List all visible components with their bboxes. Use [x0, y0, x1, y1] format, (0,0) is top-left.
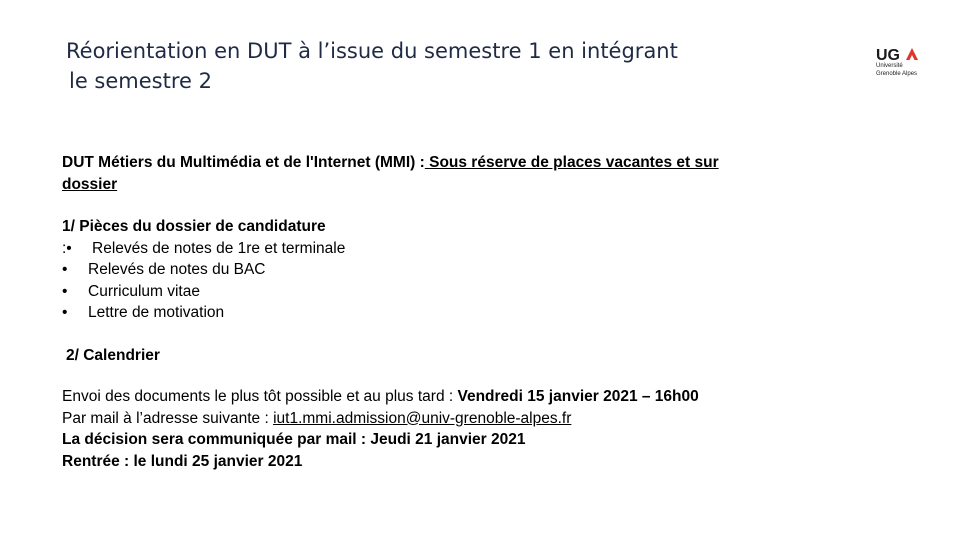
svg-text:UG: UG [876, 47, 900, 62]
logo-subtitle-1: Université [876, 63, 903, 69]
slide-title-line1: Réorientation en DUT à l’issue du semestre 1 en intégrant [66, 39, 678, 63]
program-condition-cont: dossier [62, 175, 118, 193]
section2-title: 2/ Calendrier [66, 346, 160, 364]
mail-prefix: Par mail à l’adresse suivante : [62, 409, 274, 427]
list-item [62, 281, 922, 303]
decision-line: La décision sera communiquée par mail : Jeudi 21 janvier 2021 [62, 431, 526, 448]
uga-logo [876, 46, 924, 77]
bullet-marker: • [62, 304, 68, 321]
list-item [62, 302, 922, 324]
list-item-text: Curriculum vitae [88, 282, 200, 300]
program-heading [62, 152, 922, 195]
send-prefix: Envoi des documents le plus tôt possible et au plus tard : [62, 388, 458, 405]
slide-body [62, 152, 922, 472]
bullet-marker: • [62, 261, 68, 278]
slide-title [66, 36, 678, 96]
list-item-text: Lettre de motivation [88, 304, 225, 321]
send-deadline: Vendredi 15 janvier 2021 – 16h00 [457, 388, 699, 405]
uga-logo-mark [876, 46, 920, 62]
section1-title: 1/ Pièces du dossier de candidature [62, 218, 326, 235]
rentree-line: Rentrée : le lundi 25 janvier 2021 [62, 452, 303, 470]
mail-line [62, 408, 922, 430]
bullet-marker: :• [62, 239, 72, 257]
send-deadline-line [62, 386, 922, 408]
bullet-marker: • [62, 282, 68, 300]
mail-link[interactable]: iut1.mmi.admission@univ-grenoble-alpes.fr [273, 409, 572, 427]
list-item-text: Relevés de notes de 1re et terminale [92, 239, 346, 257]
program-name: DUT Métiers du Multimédia et de l'Internet (MMI) : [62, 154, 425, 171]
list-item [62, 259, 922, 281]
list-item-text: Relevés de notes du BAC [88, 261, 266, 278]
program-condition: Sous réserve de places vacantes et sur [424, 154, 719, 171]
slide-title-line2: le semestre 2 [69, 69, 212, 93]
list-item [62, 238, 922, 260]
logo-subtitle-2: Grenoble Alpes [876, 70, 918, 77]
